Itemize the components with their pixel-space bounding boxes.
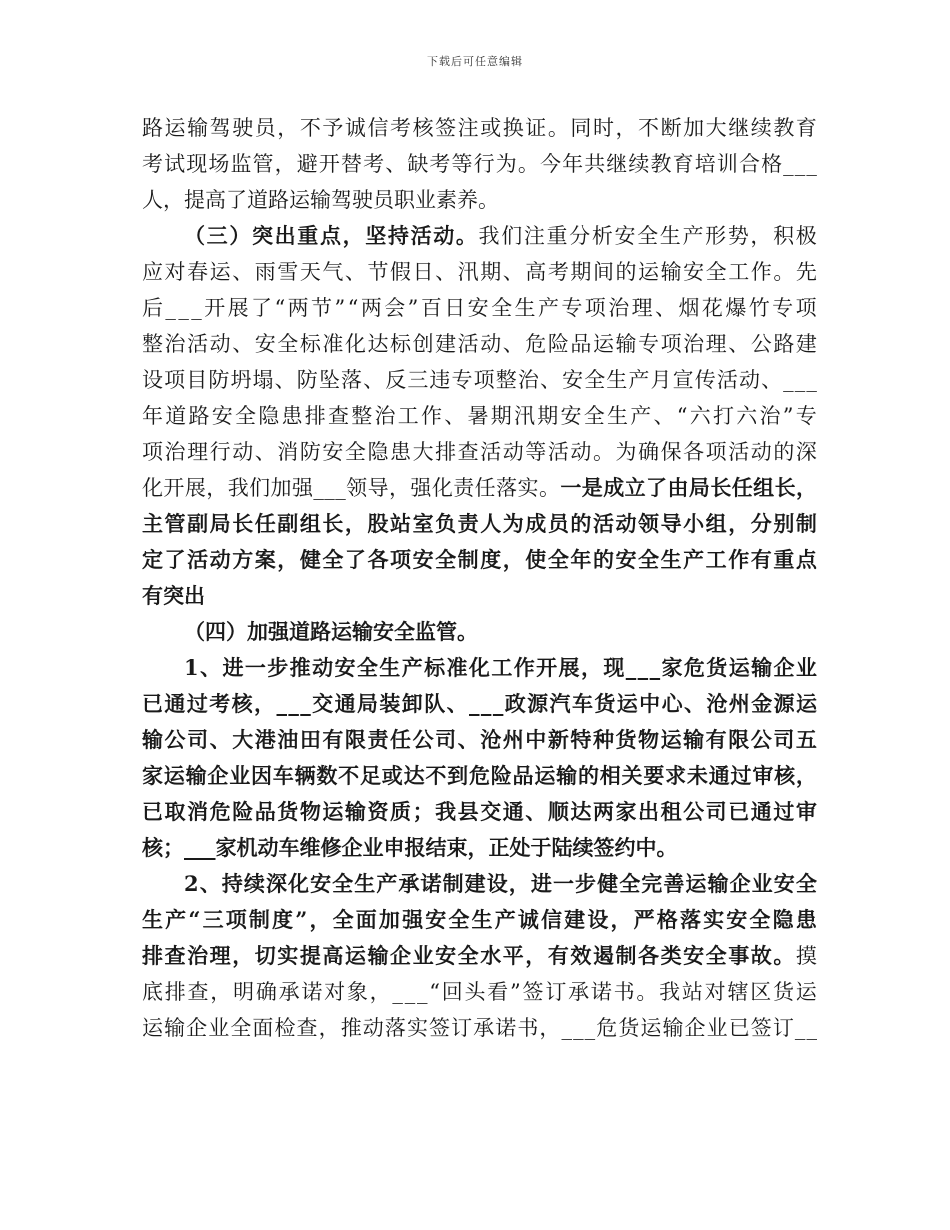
text-line: （四）加强道路运输安全监管。 (184, 619, 478, 644)
text-line: 输 公 司 、 大 港 油 田 有 限 责 任 公 司 、 沧 州 中 新 特 种 货 物 运 输 有 限 公 司 五 (142, 727, 817, 752)
text-line: 人，提高了道路运输驾驶员职业素养。 (142, 188, 499, 212)
text-line: 底 排 查 ， 明 确 承 诺 对 象 ， _ _ _ “ 回 头 看 ” 签 订 承 诺 书 。 我 站 对 辖 区 货 运 (142, 980, 817, 1004)
text-line: 核；___家机动车维修企业申报结束，正处于陆续签约中。 (142, 835, 678, 860)
text-line: 应 对 春 运 、 雨 雪 天 气 、 节 假 日 、 汛 期 、 高 考 期 间 的 运 输 安 全 工 作 。 先 (142, 260, 817, 284)
text-line: 2 、 持 续 深 化 安 全 生 产 承 诺 制 建 设 ， 进 一 步 健 全 完 善 运 输 企 业 安 全 (184, 871, 817, 896)
text-line: 整 治 活 动 、 安 全 标 准 化 达 标 创 建 活 动 、 危 险 品 运 输 专 项 治 理 、 公 路 建 (142, 332, 817, 356)
text-line: 化 开 展 ， 我 们 加 强 _ _ _ 领 导 ， 强 化 责 任 落 实 。 一 是 成 立 了 由 局 长 任 组 长 ， (142, 475, 817, 500)
text-line: （ 三 ） 突 出 重 点 ， 坚 持 活 动 。 我 们 注 重 分 析 安 全 生 产 形 势 ， 积 极 (184, 223, 817, 248)
text-line: 设 项 目 防 坍 塌 、 防 坠 落 、 反 三 违 专 项 整 治 、 安 全 生 产 月 宣 传 活 动 、 _ _ _ (142, 368, 817, 392)
text-line: 年 道 路 安 全 隐 患 排 查 整 治 工 作 、 暑 期 汛 期 安 全 生 产 、 “ 六 打 六 治 ” 专 (142, 404, 817, 428)
page-header: 下载后可任意编辑 (427, 55, 523, 68)
text-line: 考 试 现 场 监 管 ， 避 开 替 考 、 缺 考 等 行 为 。 今 年 共 继 续 教 育 培 训 合 格 _ _ _ (142, 152, 817, 176)
text-line: 主 管 副 局 长 任 副 组 长 ， 股 站 室 负 责 人 为 成 员 的 活 动 领 导 小 组 ， 分 别 制 (142, 511, 817, 536)
text-line: 定 了 活 动 方 案 ， 健 全 了 各 项 安 全 制 度 ， 使 全 年 的 安 全 生 产 工 作 有 重 点 (142, 547, 817, 572)
text-line: 家 运 输 企 业 因 车 辆 数 不 足 或 达 不 到 危 险 品 运 输 的 相 关 要 求 未 通 过 审 核 ， (142, 763, 817, 788)
text-line: 排 查 治 理 ， 切 实 提 高 运 输 企 业 安 全 水 平 ， 有 效 遏 制 各 类 安 全 事 故 。 摸 (142, 943, 817, 968)
text-line: 路 运 输 驾 驶 员 ， 不 予 诚 信 考 核 签 注 或 换 证 。 同 时 ， 不 断 加 大 继 续 教 育 (142, 116, 817, 140)
document-body (142, 110, 817, 1046)
text-line: 1 、 进 一 步 推 动 安 全 生 产 标 准 化 工 作 开 展 ， 现 _ _ _ 家 危 货 运 输 企 业 (184, 655, 817, 680)
text-line: 已 通 过 考 核 ， _ _ _ 交 通 局 装 卸 队 、 _ _ _ 政 源 汽 车 货 运 中 心 、 沧 州 金 源 运 (142, 691, 817, 716)
text-line: 运 输 企 业 全 面 检 查 ， 推 动 落 实 签 订 承 诺 书 ， _ _ _ 危 货 运 输 企 业 已 签 订 _ _ (142, 1016, 817, 1040)
text-line: 后 _ _ _ 开 展 了 “ 两 节 ” “ 两 会 ” 百 日 安 全 生 产 专 项 治 理 、 烟 花 爆 竹 专 项 (142, 296, 817, 320)
text-line: 生 产 “ 三 项 制 度 ” ， 全 面 加 强 安 全 生 产 诚 信 建 设 ， 严 格 落 实 安 全 隐 患 (142, 907, 817, 932)
text-line: 有突出 (142, 583, 205, 608)
text-line: 项 治 理 行 动 、 消 防 安 全 隐 患 大 排 查 活 动 等 活 动 。 为 确 保 各 项 活 动 的 深 (142, 440, 817, 464)
text-line: 已 取 消 危 险 品 货 物 运 输 资 质 ； 我 县 交 通 、 顺 达 两 家 出 租 公 司 已 通 过 审 (142, 799, 817, 824)
